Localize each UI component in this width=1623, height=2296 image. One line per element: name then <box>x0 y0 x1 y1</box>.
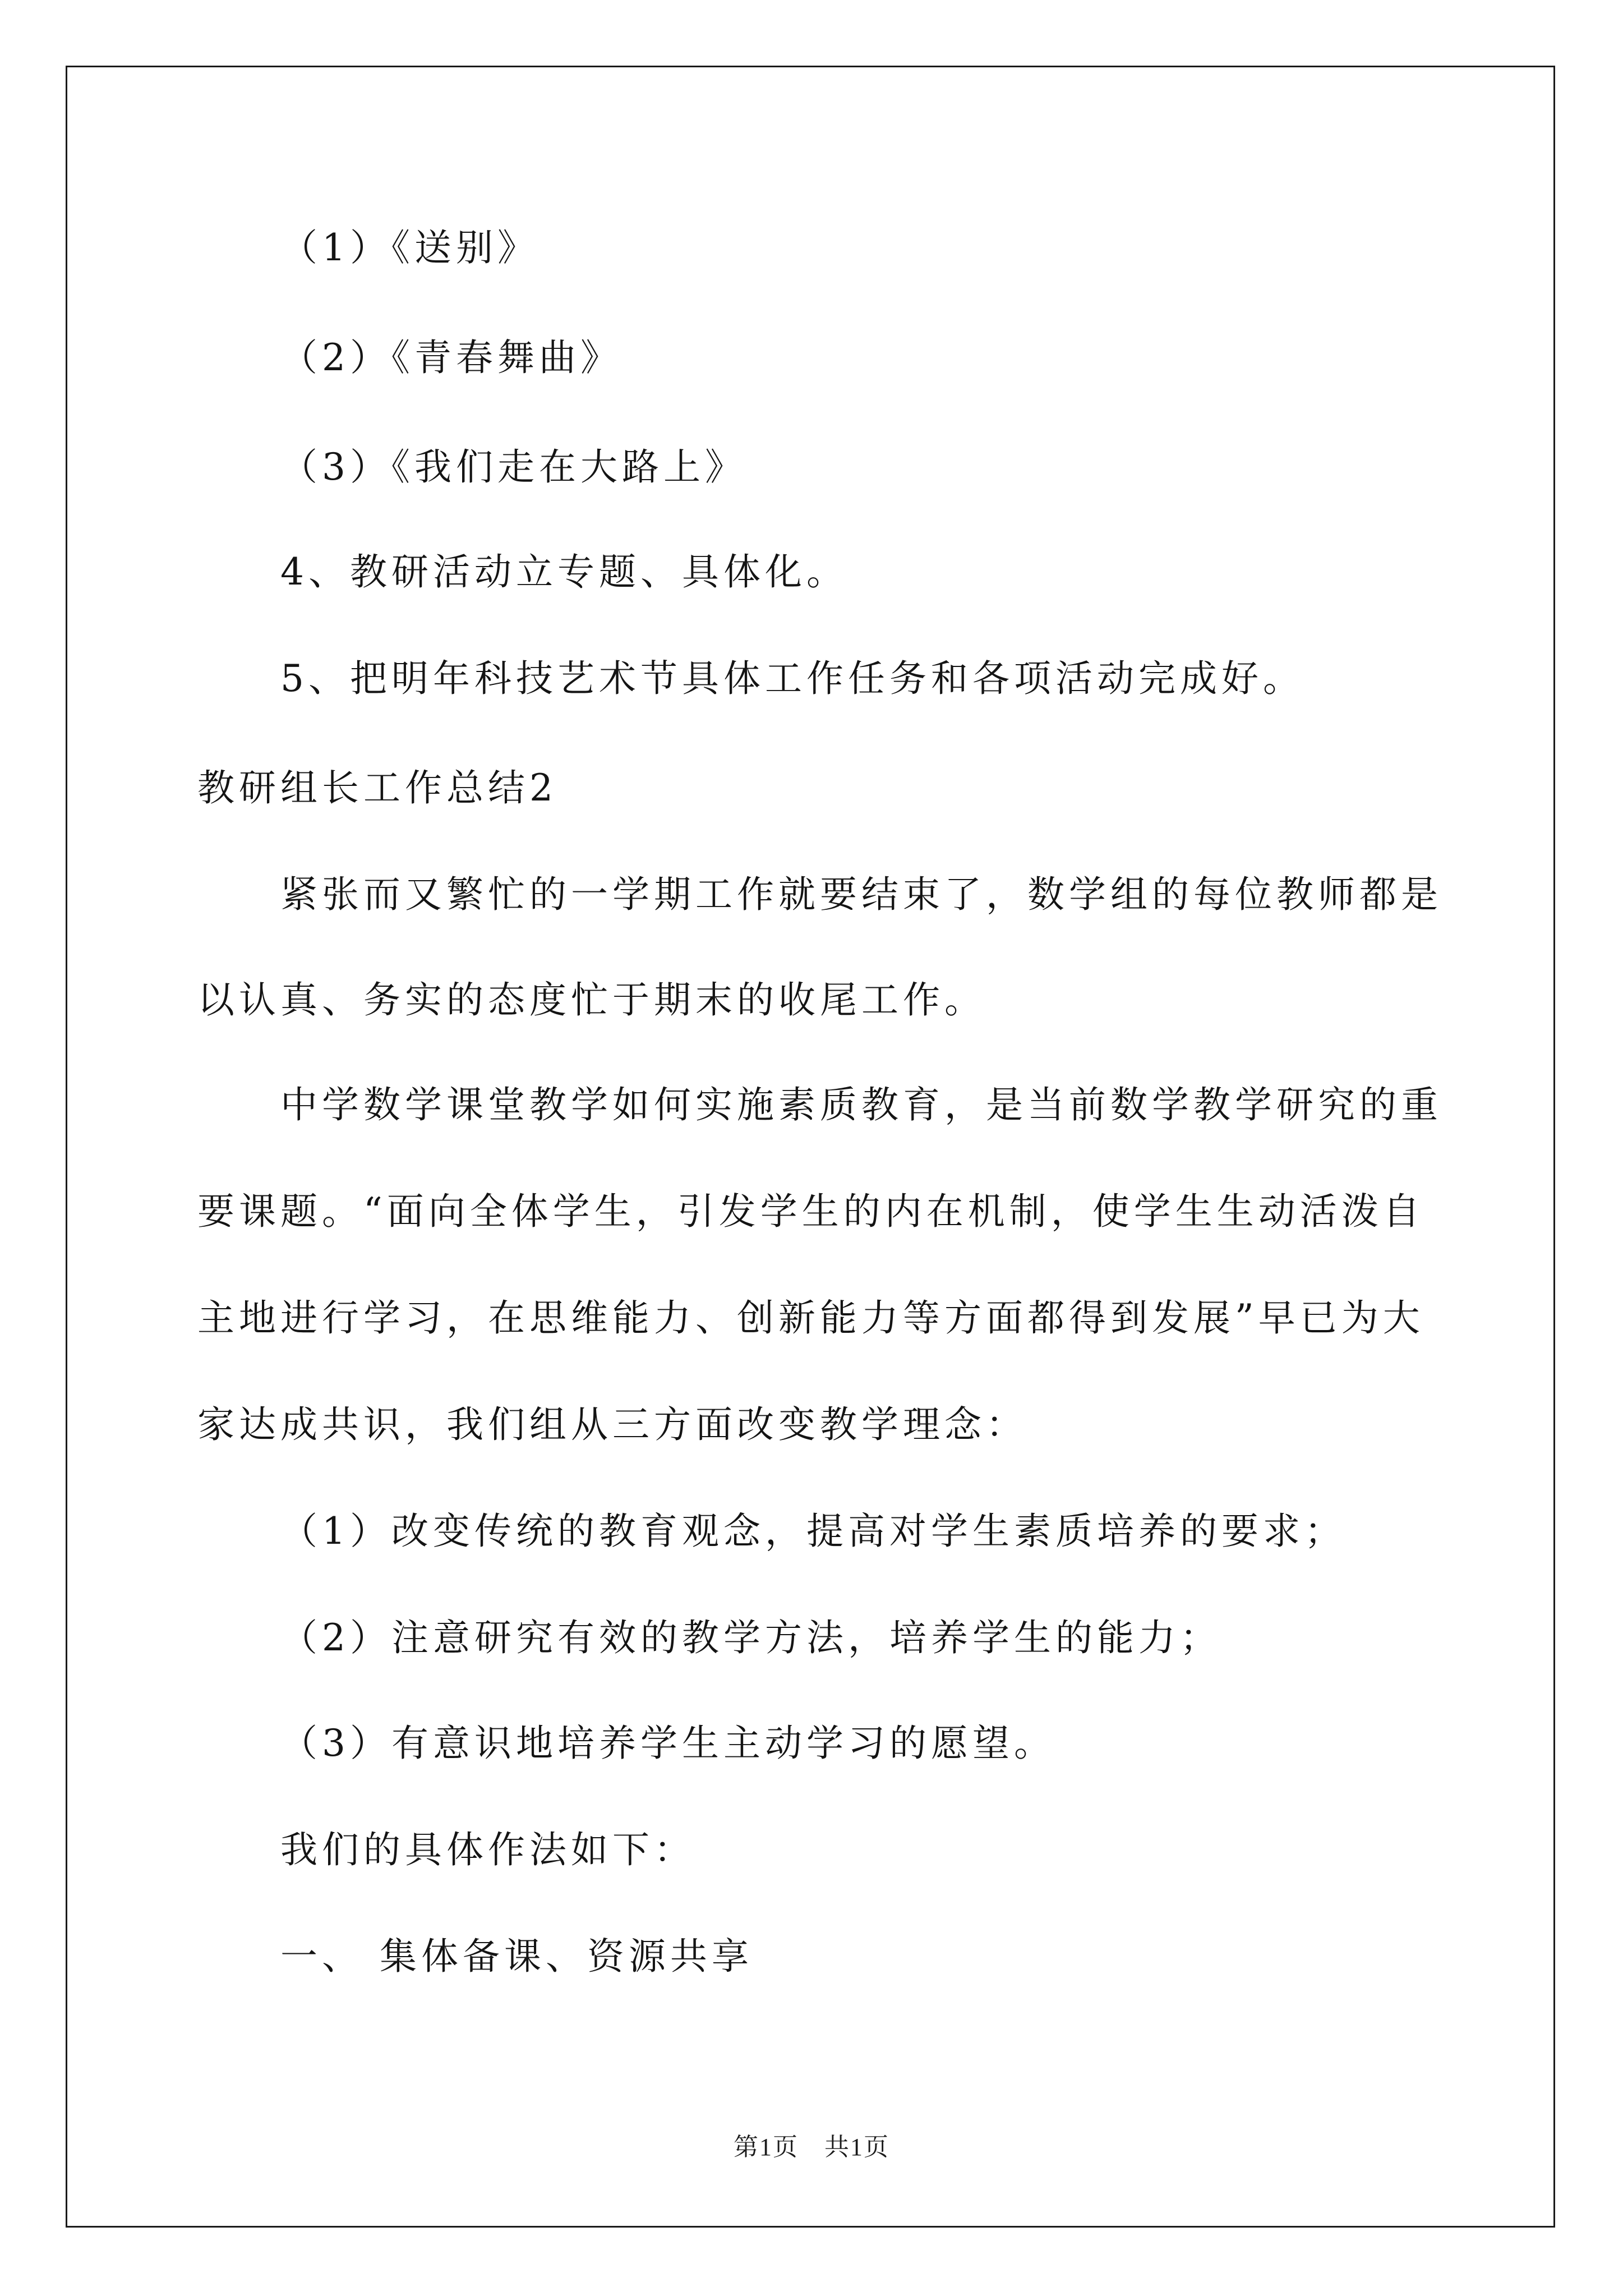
list-item: （2）注意研究有效的教学方法，培养学生的能力； <box>280 1616 1221 1659</box>
paragraph-line: 以认真、务实的态度忙于期末的收尾工作。 <box>197 978 986 1022</box>
paragraph-line: 主地进行学习，在思维能力、创新能力等方面都得到发展”早已为大 <box>197 1296 1424 1340</box>
list-item: 一、 集体备课、资源共享 <box>280 1935 753 1978</box>
page-number: 第1页 共1页 <box>734 2133 889 2161</box>
paragraph-line: 我们的具体作法如下： <box>280 1828 695 1871</box>
section-heading: 教研组长工作总结2 <box>197 766 557 809</box>
list-item: （1）改变传统的教育观念，提高对学生素质培养的要求； <box>280 1510 1346 1553</box>
list-item: （2）《青春舞曲》 <box>280 336 622 379</box>
paragraph-line: 要课题。“面向全体学生，引发学生的内在机制，使学生生动活泼自 <box>197 1190 1424 1233</box>
list-item: 4、教研活动立专题、具体化。 <box>280 550 848 593</box>
list-item: （1）《送别》 <box>280 226 539 269</box>
list-item: （3）《我们走在大路上》 <box>280 445 746 489</box>
paragraph-line: 中学数学课堂教学如何实施素质教育，是当前数学教学研究的重 <box>280 1083 1442 1126</box>
page-border <box>66 66 1555 2228</box>
list-item: 5、把明年科技艺术节具体工作任务和各项活动完成好。 <box>280 657 1304 700</box>
paragraph-line: 紧张而又繁忙的一学期工作就要结束了，数学组的每位教师都是 <box>280 873 1442 916</box>
paragraph-line: 家达成共识，我们组从三方面改变教学理念： <box>197 1403 1027 1446</box>
list-item: （3）有意识地培养学生主动学习的愿望。 <box>280 1722 1055 1765</box>
